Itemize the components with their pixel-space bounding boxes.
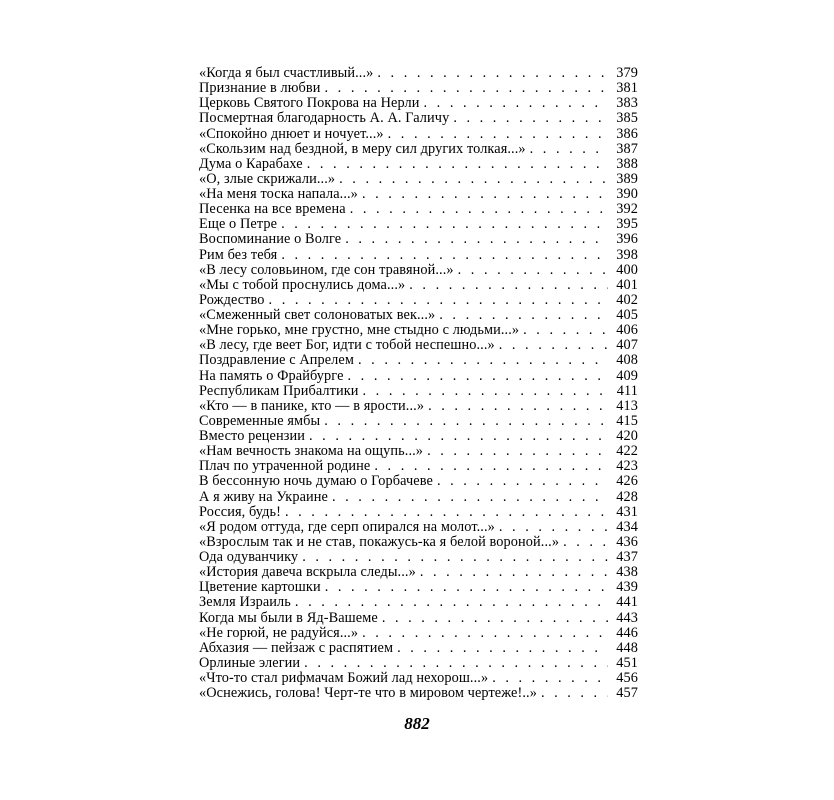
toc-entry — [199, 142, 638, 157]
toc-entry — [199, 308, 638, 323]
dot-leader — [397, 641, 608, 656]
toc-entry — [199, 429, 638, 444]
dot-leader — [453, 111, 608, 126]
toc-entry-title: Дума о Карабахе — [199, 156, 303, 172]
dot-leader — [307, 157, 608, 172]
toc-entry-title: «Нам вечность знакома на ощупь...» — [199, 444, 424, 460]
dot-leader — [388, 127, 608, 142]
toc-entry — [199, 459, 638, 474]
dot-leader — [382, 611, 608, 626]
toc-entry-title: Вместо рецензии — [199, 429, 306, 444]
toc-entry-title: Современные ямбы — [199, 413, 321, 429]
toc-entry-page: 405 — [616, 307, 638, 323]
toc-entry-title: Россия, будь! — [199, 504, 281, 520]
toc-entry-title: «Что-то стал рифмачам Божий лад нехорош...» — [199, 671, 489, 686]
dot-leader — [523, 323, 608, 338]
toc-entry-title: Орлиные элегии — [199, 655, 301, 671]
dot-leader — [439, 308, 608, 323]
toc-entry-page: 436 — [616, 533, 638, 550]
toc-entry-title: «Не горюй, не радуйся...» — [199, 625, 359, 641]
dot-leader — [348, 369, 608, 384]
toc-entry — [199, 278, 638, 293]
toc-entry-page: 415 — [616, 412, 638, 429]
toc-entry-title: «Мы с тобой проснулись дома...» — [199, 277, 406, 293]
toc-entry-title: Земля Израиль — [199, 595, 291, 611]
toc-entry-page: 446 — [616, 624, 638, 641]
toc-entry-title: Республикам Прибалтики — [199, 383, 359, 399]
toc-entry-title: «В лесу соловьином, где сон травяной...» — [199, 262, 454, 278]
dot-leader — [377, 66, 608, 81]
toc-entry-title: Плач по утраченной родине — [199, 459, 371, 475]
dot-leader — [541, 686, 608, 701]
toc-entry — [199, 626, 638, 641]
dot-leader — [492, 671, 608, 686]
toc-entry-page: 434 — [616, 518, 638, 535]
toc-entry-page: 383 — [616, 95, 638, 112]
toc-entry-title: «На меня тоска напала...» — [199, 187, 358, 202]
toc-entry — [199, 338, 638, 353]
dot-leader — [362, 187, 608, 202]
toc-entry — [199, 81, 638, 96]
dot-leader — [325, 580, 608, 595]
dot-leader — [374, 459, 608, 474]
toc-entry-title: А я живу на Украине — [199, 489, 328, 505]
toc-entry-page: 441 — [616, 594, 638, 611]
toc-entry — [199, 353, 638, 368]
toc-entry-page: 386 — [616, 125, 638, 142]
toc-entry — [199, 111, 638, 126]
dot-leader — [363, 384, 608, 399]
toc-entry-page: 456 — [616, 670, 638, 686]
toc-entry-page: 379 — [616, 65, 638, 81]
dot-leader — [285, 505, 608, 520]
toc-entry — [199, 641, 638, 656]
toc-entry-title: Цветение картошки — [199, 580, 321, 596]
dot-leader — [420, 565, 608, 580]
toc-entry-page: 396 — [616, 231, 638, 248]
toc-entry — [199, 550, 638, 565]
toc-entry-page: 398 — [616, 246, 638, 263]
dot-leader — [424, 96, 608, 111]
toc-entry — [199, 248, 638, 263]
dot-leader — [428, 399, 608, 414]
toc-entry-page: 381 — [616, 80, 638, 97]
toc-entry — [199, 263, 638, 278]
toc-entry-page: 395 — [616, 216, 638, 233]
dot-leader — [409, 278, 608, 293]
toc-entry-title: Рим без тебя — [199, 247, 278, 263]
toc-entry-page: 388 — [616, 155, 638, 172]
toc-entry-page: 422 — [616, 443, 638, 460]
toc-entry — [199, 157, 638, 172]
toc-entry-title: «О, злые скрижали...» — [199, 171, 336, 187]
toc-entry-title: Поздравление с Апрелем — [199, 353, 355, 369]
toc-entry-page: 390 — [616, 186, 638, 202]
toc-entry — [199, 505, 638, 520]
dot-leader — [458, 263, 608, 278]
toc-entry-title: Песенка на все времена — [199, 202, 346, 218]
toc-entry-title: «Кто — в панике, кто — в ярости...» — [199, 398, 425, 414]
dot-leader — [332, 490, 608, 505]
dot-leader — [295, 595, 608, 610]
toc-entry — [199, 96, 638, 111]
toc-entry — [199, 535, 638, 550]
toc-entry-title: «Взрослым так и не став, покажусь-ка я белой вороной...» — [199, 534, 560, 550]
toc-entry — [199, 127, 638, 142]
dot-leader — [499, 338, 608, 353]
toc-entry-page: 407 — [616, 337, 638, 354]
dot-leader — [339, 172, 608, 187]
toc-entry-title: «Скользим над бездной, в меру сил других толкая...» — [199, 141, 526, 157]
toc-entry — [199, 172, 638, 187]
toc-entry-page: 385 — [616, 110, 638, 127]
toc-entry-title: «История давеча вскрыла следы...» — [199, 565, 416, 581]
dot-leader — [325, 81, 608, 96]
toc-entry-page: 401 — [616, 276, 638, 293]
page-number: 882 — [404, 714, 430, 733]
table-of-contents — [199, 66, 638, 701]
dot-leader — [269, 293, 608, 308]
toc-entry-title: В бессонную ночь думаю о Горбачеве — [199, 474, 433, 490]
toc-entry — [199, 686, 638, 701]
toc-entry-page: 400 — [616, 261, 638, 278]
toc-entry-page: 423 — [616, 458, 638, 475]
dot-leader — [362, 626, 608, 641]
toc-entry-page: 387 — [616, 140, 638, 157]
dot-leader — [281, 217, 608, 232]
toc-entry — [199, 217, 638, 232]
toc-entry-page: 411 — [616, 382, 638, 399]
toc-entry-page: 426 — [616, 473, 638, 490]
dot-leader — [309, 429, 608, 444]
toc-entry — [199, 474, 638, 489]
toc-entry-title: «В лесу, где веет Бог, идти с тобой неспешно...» — [199, 338, 495, 354]
toc-entry — [199, 202, 638, 217]
dot-leader — [427, 444, 608, 459]
toc-entry — [199, 565, 638, 580]
toc-entry-page: 443 — [616, 609, 638, 626]
toc-entry-title: Ода одуванчику — [199, 550, 299, 565]
dot-leader — [281, 248, 608, 263]
dot-leader — [324, 414, 608, 429]
dot-leader — [530, 142, 608, 157]
toc-entry-page: 389 — [616, 170, 638, 187]
toc-entry-page: 438 — [616, 564, 638, 581]
toc-entry — [199, 611, 638, 626]
toc-entry-title: «Когда я был счастливый...» — [199, 66, 374, 81]
toc-entry — [199, 520, 638, 535]
toc-entry-title: На память о Фрайбурге — [199, 368, 344, 384]
toc-entry-page: 413 — [616, 397, 638, 414]
dot-leader — [304, 656, 608, 671]
toc-entry-page: 406 — [616, 322, 638, 339]
dot-leader — [563, 535, 608, 550]
dot-leader — [350, 202, 608, 217]
toc-entry-page: 451 — [616, 654, 638, 671]
dot-leader — [302, 550, 608, 565]
toc-entry — [199, 444, 638, 459]
toc-entry-title: Церковь Святого Покрова на Нерли — [199, 96, 420, 112]
toc-entry-page: 409 — [616, 367, 638, 384]
toc-entry — [199, 293, 638, 308]
toc-entry-title: Воспоминание о Волге — [199, 232, 342, 248]
toc-entry — [199, 490, 638, 505]
toc-entry-page: 402 — [616, 291, 638, 308]
dot-leader — [499, 520, 608, 535]
dot-leader — [358, 353, 608, 368]
toc-entry — [199, 232, 638, 247]
toc-entry-title: «Спокойно днюет и ночует...» — [199, 126, 384, 142]
toc-entry — [199, 369, 638, 384]
toc-entry-page: 408 — [616, 352, 638, 369]
toc-entry-page: 437 — [616, 549, 638, 565]
toc-entry-title: Посмертная благодарность А. А. Галичу — [199, 111, 450, 127]
toc-entry — [199, 414, 638, 429]
dot-leader — [437, 474, 608, 489]
toc-entry-title: «Оснежись, голова! Черт-те что в мировом чертеже!..» — [199, 686, 537, 702]
toc-entry — [199, 187, 638, 202]
toc-entry-title: «Смеженный свет солоноватых век...» — [199, 308, 436, 323]
toc-entry — [199, 580, 638, 595]
toc-entry-page: 457 — [616, 685, 638, 702]
toc-entry — [199, 671, 638, 686]
toc-entry — [199, 384, 638, 399]
toc-entry-page: 431 — [616, 503, 638, 520]
toc-entry-title: Когда мы были в Яд-Вашеме — [199, 610, 378, 626]
dot-leader — [345, 232, 608, 247]
toc-entry — [199, 595, 638, 610]
toc-entry-title: Рождество — [199, 292, 265, 308]
toc-entry — [199, 399, 638, 414]
toc-entry — [199, 323, 638, 338]
toc-entry-page: 392 — [616, 201, 638, 218]
toc-entry-title: Абхазия — пейзаж с распятием — [199, 640, 394, 656]
toc-entry-page: 439 — [616, 579, 638, 596]
toc-entry-page: 448 — [616, 639, 638, 656]
toc-entry-page: 428 — [616, 488, 638, 505]
toc-entry — [199, 66, 638, 81]
toc-entry-title: Признание в любви — [199, 81, 321, 97]
toc-entry-title: «Мне горько, мне грустно, мне стыдно с людьми...» — [199, 323, 520, 339]
toc-entry-page: 420 — [616, 428, 638, 444]
toc-entry-title: «Я родом оттуда, где серп опирался на молот...» — [199, 519, 495, 535]
toc-entry-title: Еще о Петре — [199, 217, 278, 233]
toc-entry — [199, 656, 638, 671]
